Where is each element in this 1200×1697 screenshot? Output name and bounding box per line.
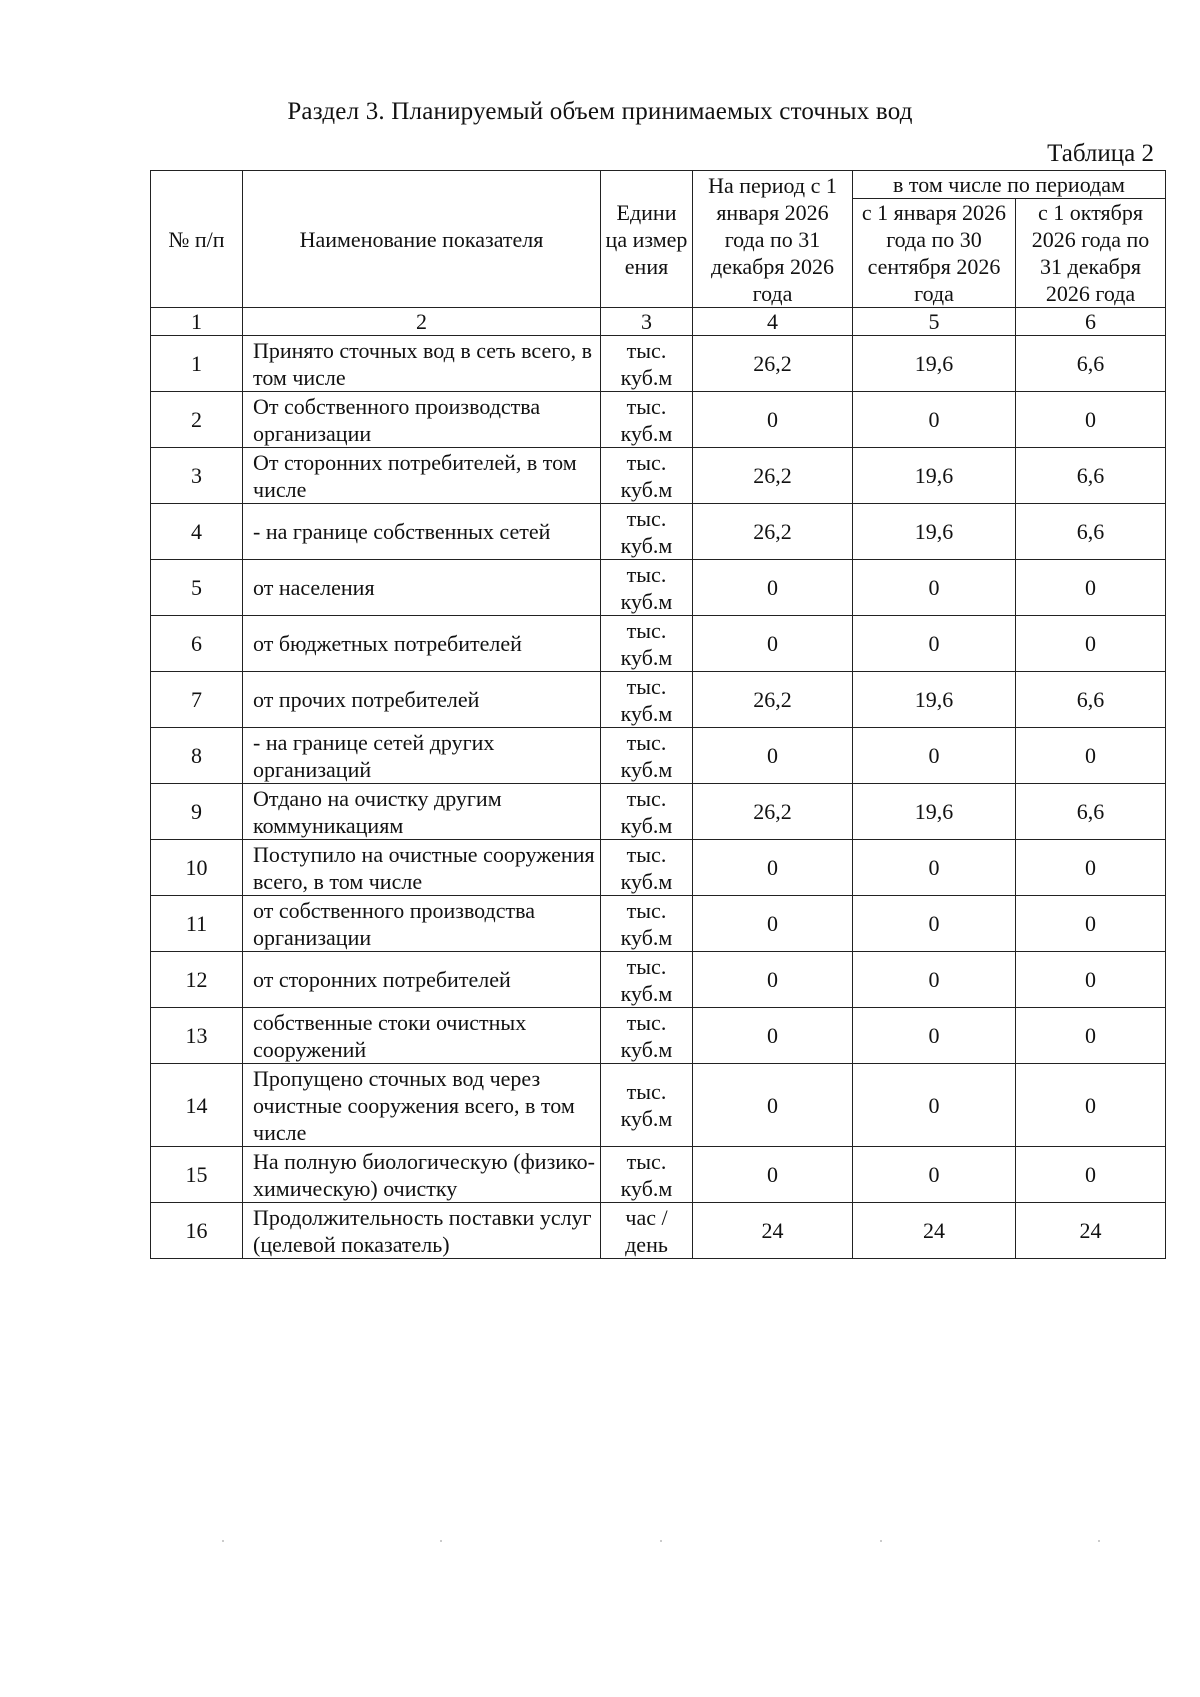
value-period-1: 19,6 [853, 336, 1016, 392]
value-total: 26,2 [693, 448, 853, 504]
value-period-1: 0 [853, 560, 1016, 616]
table-row [151, 1203, 1166, 1259]
value-period-2: 6,6 [1016, 672, 1166, 728]
unit-cell: тыс. куб.м [601, 448, 693, 504]
value-period-2: 24 [1016, 1203, 1166, 1259]
row-number: 5 [151, 560, 243, 616]
unit-cell: тыс. куб.м [601, 896, 693, 952]
value-total: 0 [693, 952, 853, 1008]
row-number: 4 [151, 504, 243, 560]
scan-dot [880, 1540, 882, 1542]
row-number: 3 [151, 448, 243, 504]
row-number: 2 [151, 392, 243, 448]
table-body [151, 336, 1166, 1259]
column-number: 6 [1016, 308, 1166, 336]
table-row [151, 1008, 1166, 1064]
table-row [151, 952, 1166, 1008]
table-row [151, 504, 1166, 560]
table-row [151, 784, 1166, 840]
scan-dot [222, 1540, 224, 1542]
indicator-name: от собственного производства организации [243, 896, 601, 952]
unit-cell: тыс. куб.м [601, 1147, 693, 1203]
value-period-2: 6,6 [1016, 336, 1166, 392]
table-row [151, 392, 1166, 448]
row-number: 9 [151, 784, 243, 840]
value-period-1: 0 [853, 1064, 1016, 1147]
value-total: 26,2 [693, 784, 853, 840]
row-number: 12 [151, 952, 243, 1008]
value-total: 0 [693, 560, 853, 616]
value-total: 0 [693, 896, 853, 952]
value-period-2: 0 [1016, 1008, 1166, 1064]
column-number: 3 [601, 308, 693, 336]
row-number: 10 [151, 840, 243, 896]
value-total: 0 [693, 840, 853, 896]
unit-cell: тыс. куб.м [601, 616, 693, 672]
header-unit: Едини ца измер ения [601, 171, 693, 308]
indicator-name: от населения [243, 560, 601, 616]
table-row [151, 1147, 1166, 1203]
table-row [151, 728, 1166, 784]
value-period-2: 0 [1016, 952, 1166, 1008]
indicator-name: Поступило на очистные сооружения всего, в том числе [243, 840, 601, 896]
column-number: 1 [151, 308, 243, 336]
row-number: 16 [151, 1203, 243, 1259]
row-number: 7 [151, 672, 243, 728]
column-number: 5 [853, 308, 1016, 336]
indicator-name: Продолжительность поставки услуг (целевой показатель) [243, 1203, 601, 1259]
value-period-2: 0 [1016, 392, 1166, 448]
row-number: 1 [151, 336, 243, 392]
row-number: 15 [151, 1147, 243, 1203]
value-period-1: 0 [853, 1147, 1016, 1203]
row-number: 8 [151, 728, 243, 784]
table-caption: Таблица 2 [1047, 140, 1154, 167]
row-number: 6 [151, 616, 243, 672]
value-period-1: 24 [853, 1203, 1016, 1259]
value-period-1: 0 [853, 728, 1016, 784]
table-row [151, 896, 1166, 952]
value-total: 0 [693, 1147, 853, 1203]
value-period-1: 19,6 [853, 448, 1016, 504]
value-period-1: 19,6 [853, 672, 1016, 728]
value-period-1: 0 [853, 392, 1016, 448]
table-row [151, 1064, 1166, 1147]
unit-cell: тыс. куб.м [601, 336, 693, 392]
scan-dot [660, 1540, 662, 1542]
indicator-name: Отдано на очистку другим коммуникациям [243, 784, 601, 840]
table-row [151, 560, 1166, 616]
unit-cell: тыс. куб.м [601, 1064, 693, 1147]
unit-cell: тыс. куб.м [601, 392, 693, 448]
value-period-1: 19,6 [853, 784, 1016, 840]
indicator-name: - на границе сетей других организаций [243, 728, 601, 784]
value-total: 0 [693, 1064, 853, 1147]
value-total: 24 [693, 1203, 853, 1259]
value-period-2: 6,6 [1016, 784, 1166, 840]
unit-cell: тыс. куб.м [601, 952, 693, 1008]
value-period-2: 6,6 [1016, 448, 1166, 504]
value-total: 26,2 [693, 672, 853, 728]
column-number: 2 [243, 308, 601, 336]
value-total: 26,2 [693, 336, 853, 392]
column-number: 4 [693, 308, 853, 336]
unit-cell: тыс. куб.м [601, 728, 693, 784]
indicator-name: На полную биологическую (физико-химическую) очистку [243, 1147, 601, 1203]
value-period-2: 0 [1016, 896, 1166, 952]
value-period-1: 0 [853, 952, 1016, 1008]
indicator-name: Принято сточных вод в сеть всего, в том числе [243, 336, 601, 392]
indicator-name: От сторонних потребителей, в том числе [243, 448, 601, 504]
row-number: 14 [151, 1064, 243, 1147]
header-period-1: с 1 января 2026 года по 30 сентября 2026 года [853, 199, 1016, 308]
value-period-1: 0 [853, 616, 1016, 672]
unit-cell: тыс. куб.м [601, 1008, 693, 1064]
header-period-total: На период с 1 января 2026 года по 31 декабря 2026 года [693, 171, 853, 308]
unit-cell: тыс. куб.м [601, 784, 693, 840]
value-total: 26,2 [693, 504, 853, 560]
table-row [151, 616, 1166, 672]
scan-dot [440, 1540, 442, 1542]
table-row [151, 336, 1166, 392]
value-period-1: 0 [853, 840, 1016, 896]
value-period-1: 19,6 [853, 504, 1016, 560]
table-row [151, 448, 1166, 504]
value-total: 0 [693, 392, 853, 448]
indicator-name: от бюджетных потребителей [243, 616, 601, 672]
row-number: 11 [151, 896, 243, 952]
indicator-name: собственные стоки очистных сооружений [243, 1008, 601, 1064]
page-title: Раздел 3. Планируемый объем принимаемых сточных вод [287, 98, 913, 125]
value-period-2: 6,6 [1016, 504, 1166, 560]
scan-dot [1098, 1540, 1100, 1542]
value-total: 0 [693, 616, 853, 672]
header-period-group: в том числе по периодам [853, 171, 1166, 199]
indicator-name: от сторонних потребителей [243, 952, 601, 1008]
value-period-2: 0 [1016, 616, 1166, 672]
unit-cell: тыс. куб.м [601, 504, 693, 560]
indicator-name: Пропущено сточных вод через очистные сооружения всего, в том числе [243, 1064, 601, 1147]
row-number: 13 [151, 1008, 243, 1064]
indicator-name: От собственного производства организации [243, 392, 601, 448]
value-period-2: 0 [1016, 560, 1166, 616]
value-period-1: 0 [853, 1008, 1016, 1064]
indicator-name: - на границе собственных сетей [243, 504, 601, 560]
value-period-2: 0 [1016, 1147, 1166, 1203]
value-total: 0 [693, 1008, 853, 1064]
unit-cell: тыс. куб.м [601, 840, 693, 896]
table-row [151, 840, 1166, 896]
unit-cell: час /день [601, 1203, 693, 1259]
table-row [151, 672, 1166, 728]
value-total: 0 [693, 728, 853, 784]
unit-cell: тыс. куб.м [601, 560, 693, 616]
value-period-2: 0 [1016, 1064, 1166, 1147]
wastewater-volume-table [150, 170, 1166, 1259]
indicator-name: от прочих потребителей [243, 672, 601, 728]
value-period-2: 0 [1016, 840, 1166, 896]
value-period-1: 0 [853, 896, 1016, 952]
unit-cell: тыс. куб.м [601, 672, 693, 728]
header-period-2: с 1 октября 2026 года по 31 декабря 2026 года [1016, 199, 1166, 308]
column-numbers-row [151, 308, 1166, 336]
header-name: Наименование показателя [243, 171, 601, 308]
header-num: № п/п [151, 171, 243, 308]
value-period-2: 0 [1016, 728, 1166, 784]
